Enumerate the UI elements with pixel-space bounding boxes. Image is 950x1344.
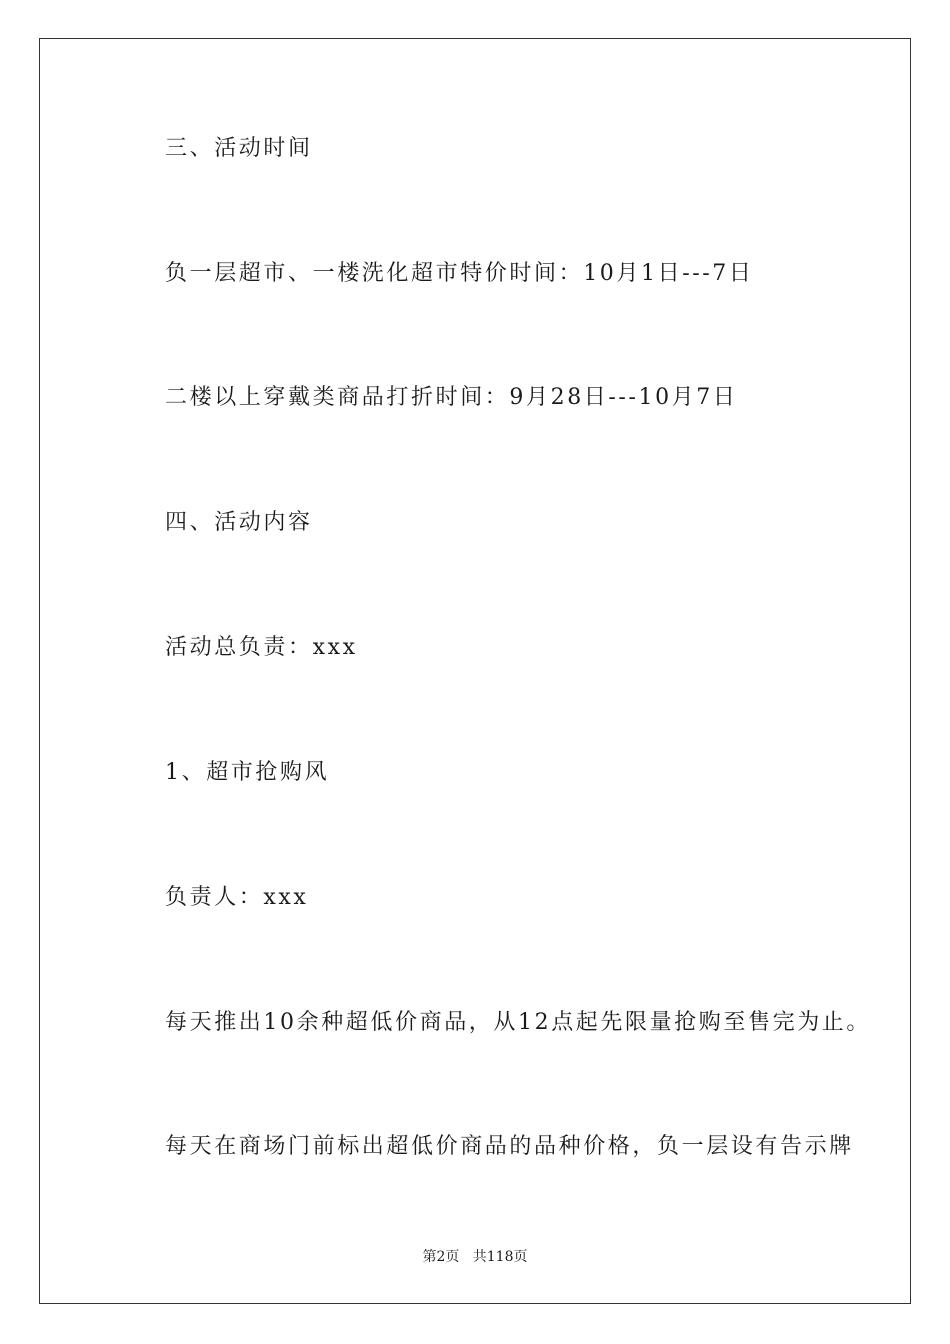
subheading-supermarket-rush: 1、超市抢购风	[165, 760, 330, 785]
paragraph-activity-lead: 活动总负责：xxx	[165, 635, 358, 660]
page-border	[39, 38, 911, 1304]
section-heading-activity-content: 四、活动内容	[165, 510, 313, 535]
section-heading-activity-time: 三、活动时间	[165, 136, 313, 161]
paragraph-person-in-charge: 负责人：xxx	[165, 885, 309, 910]
paragraph-apparel-discount-time: 二楼以上穿戴类商品打折时间：9月28日---10月7日	[165, 385, 738, 410]
paragraph-daily-low-price-items: 每天推出10余种超低价商品，从12点起先限量抢购至售完为止。	[165, 1010, 871, 1035]
page-footer-page-number: 第2页 共118页	[422, 1249, 528, 1265]
paragraph-supermarket-sale-time: 负一层超市、一楼洗化超市特价时间：10月1日---7日	[165, 261, 754, 286]
paragraph-price-board-notice: 每天在商场门前标出超低价商品的品种价格，负一层设有告示牌	[165, 1134, 854, 1159]
